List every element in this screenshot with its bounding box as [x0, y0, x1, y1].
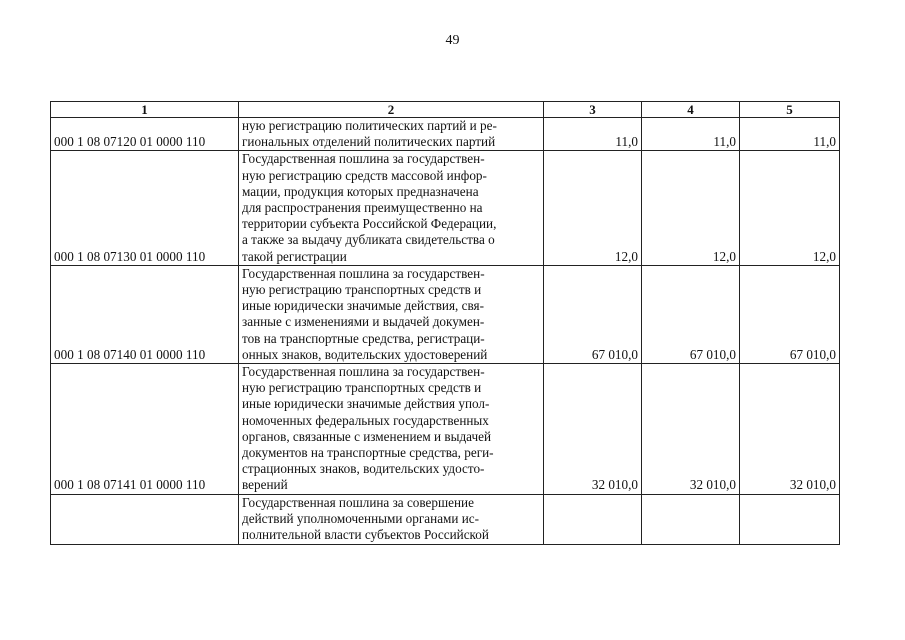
value-cell-col3 [544, 494, 642, 544]
table-row [51, 364, 840, 495]
value-cell-col3: 11,0 [544, 118, 642, 151]
budget-code-cell: 000 1 08 07130 01 0000 110 [51, 151, 239, 265]
table-row [51, 118, 840, 151]
budget-code-cell [51, 494, 239, 544]
page-number: 49 [445, 33, 460, 48]
value-cell-col3: 32 010,0 [544, 364, 642, 495]
description-cell: ную регистрацию политических партий и ре- гиональных отделений политических партий [239, 118, 544, 151]
value-cell-col4: 12,0 [642, 151, 740, 265]
value-cell-col5: 32 010,0 [740, 364, 840, 495]
column-header-1: 1 [51, 102, 239, 118]
column-header-3: 3 [544, 102, 642, 118]
column-header-5: 5 [740, 102, 840, 118]
description-cell: Государственная пошлина за государствен- ную регистрацию средств массовой инфор- мации, продукция которых предназначена для распространения преимущественно на территории субъекта Российской Федерации, а также за выдачу дубликата свидетельства о такой регистрации [239, 151, 544, 265]
value-cell-col3: 12,0 [544, 151, 642, 265]
value-cell-col5: 11,0 [740, 118, 840, 151]
budget-code-cell: 000 1 08 07141 01 0000 110 [51, 364, 239, 495]
table-row [51, 265, 840, 363]
value-cell-col4: 32 010,0 [642, 364, 740, 495]
description-cell: Государственная пошлина за государствен- ную регистрацию транспортных средств и иные юридически значимые действия упол- номоченных федеральных государственных органов, связанные с изменением и выдачей документов на транспортные средства, реги- страционных знаков, водительских удосто- верений [239, 364, 544, 495]
value-cell-col4: 67 010,0 [642, 265, 740, 363]
value-cell-col4: 11,0 [642, 118, 740, 151]
budget-code-cell: 000 1 08 07140 01 0000 110 [51, 265, 239, 363]
column-header-4: 4 [642, 102, 740, 118]
value-cell-col5 [740, 494, 840, 544]
column-header-2: 2 [239, 102, 544, 118]
table-header-row [51, 102, 840, 118]
table-row [51, 151, 840, 265]
description-cell: Государственная пошлина за совершение действий уполномоченными органами ис- полнительной власти субъектов Российской [239, 494, 544, 544]
value-cell-col5: 67 010,0 [740, 265, 840, 363]
value-cell-col3: 67 010,0 [544, 265, 642, 363]
description-cell: Государственная пошлина за государствен- ную регистрацию транспортных средств и иные юридически значимые действия, свя- занные с изменениями и выдачей докумен- тов на транспортные средства, регистраци- онных знаков, водительских удостоверений [239, 265, 544, 363]
budget-code-cell: 000 1 08 07120 01 0000 110 [51, 118, 239, 151]
table-row [51, 494, 840, 544]
revenue-table [50, 101, 840, 545]
value-cell-col4 [642, 494, 740, 544]
value-cell-col5: 12,0 [740, 151, 840, 265]
